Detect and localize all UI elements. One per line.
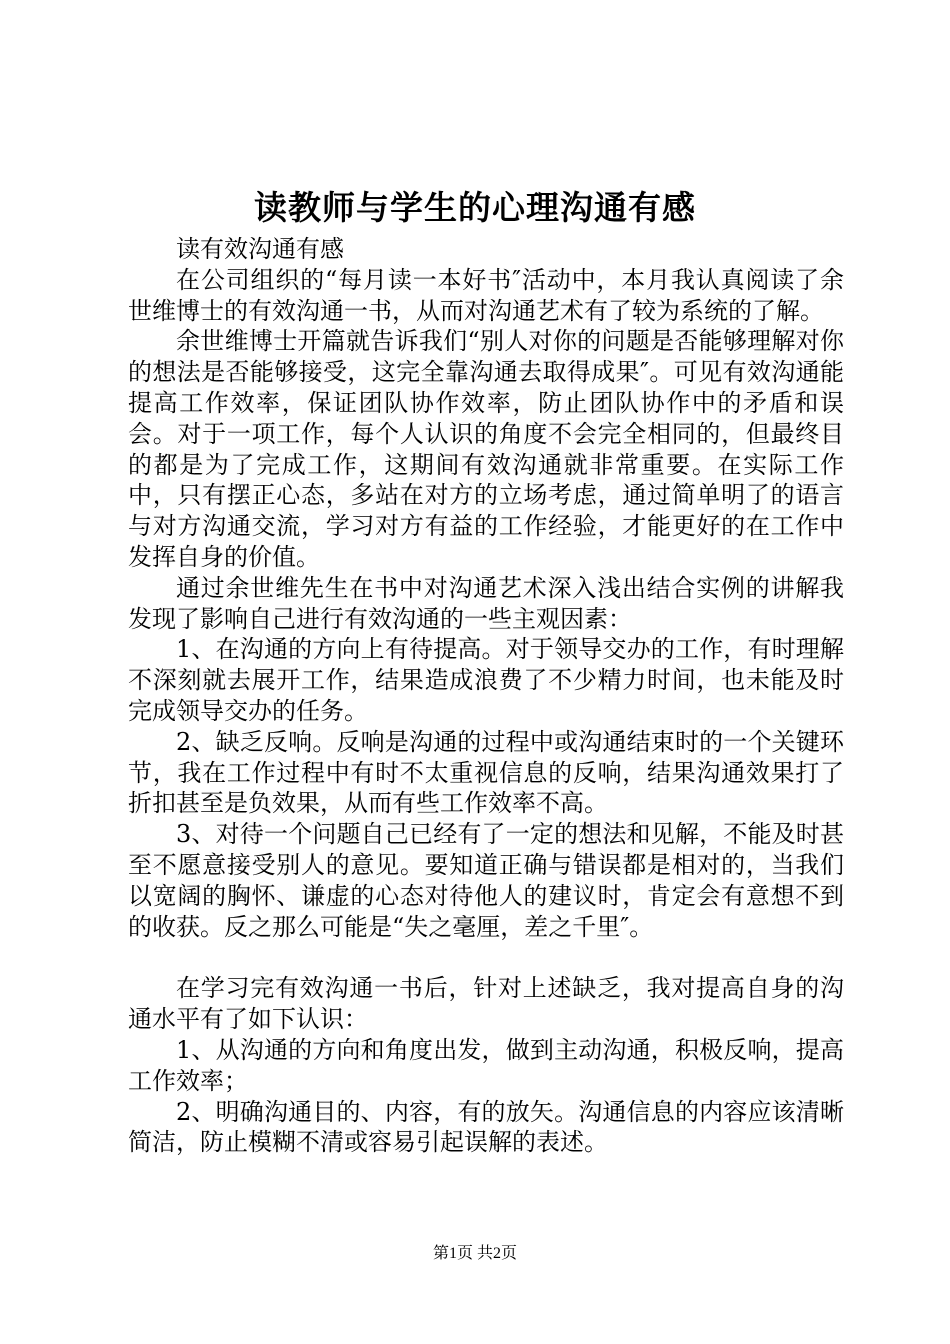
paragraph-factor-3: 3、对待一个问题自己已经有了一定的想法和见解，不能及时甚至不愿意接受别人的意见。要知道正确与错误都是相对的，当我们以宽阔的胸怀、谦虚的心态对待他人的建议时，肯定会有意想不到的收获。反之那么可能是“失之毫厘，差之千里″。	[128, 820, 844, 941]
paragraph-intro: 在公司组织的“每月读一本好书″活动中，本月我认真阅读了余世维博士的有效沟通一书，从而对沟通艺术有了较为系统的了解。	[128, 265, 844, 325]
page-number: 第1页 共2页	[432, 1245, 517, 1262]
document-body	[128, 234, 844, 1158]
paragraph-factor-2: 2、缺乏反响。反响是沟通的过程中或沟通结束时的一个关键环节，我在工作过程中有时不太重视信息的反响，结果沟通效果打了折扣甚至是负效果，从而有些工作效率不高。	[128, 727, 844, 818]
paragraph-quote: 余世维博士开篇就告诉我们“别人对你的问题是否能够理解对你的想法是否能够接受，这完全靠沟通去取得成果″。可见有效沟通能提高工作效率，保证团队协作效率，防止团队协作中的矛盾和误会。对于一项工作，每个人认识的角度不会完全相同的，但最终目的都是为了完成工作，这期间有效沟通就非常重要。在实际工作中，只有摆正心态，多站在对方的立场考虑，通过简单明了的语言与对方沟通交流，学习对方有益的工作经验，才能更好的在工作中发挥自身的价值。	[128, 327, 844, 571]
paragraph-factors: 通过余世维先生在书中对沟通艺术深入浅出结合实例的讲解我发现了影响自己进行有效沟通的一些主观因素：	[128, 573, 844, 633]
paragraph-learning-2: 2、明确沟通目的、内容，有的放矢。沟通信息的内容应该清晰简洁，防止模糊不清或容易引起误解的表述。	[128, 1097, 844, 1157]
paragraph-learnings: 在学习完有效沟通一书后，针对上述缺乏，我对提高自身的沟通水平有了如下认识：	[128, 974, 844, 1034]
paragraph-spacer	[128, 942, 844, 973]
paragraph-learning-1: 1、从沟通的方向和角度出发，做到主动沟通，积极反响，提高工作效率；	[128, 1035, 844, 1095]
paragraph-subtitle: 读有效沟通有感	[176, 235, 344, 263]
paragraph-factor-1: 1、在沟通的方向上有待提高。对于领导交办的工作，有时理解不深刻就去展开工作，结果造成浪费了不少精力时间，也未能及时完成领导交办的任务。	[128, 635, 844, 725]
document-title: 读教师与学生的心理沟通有感	[254, 188, 696, 227]
